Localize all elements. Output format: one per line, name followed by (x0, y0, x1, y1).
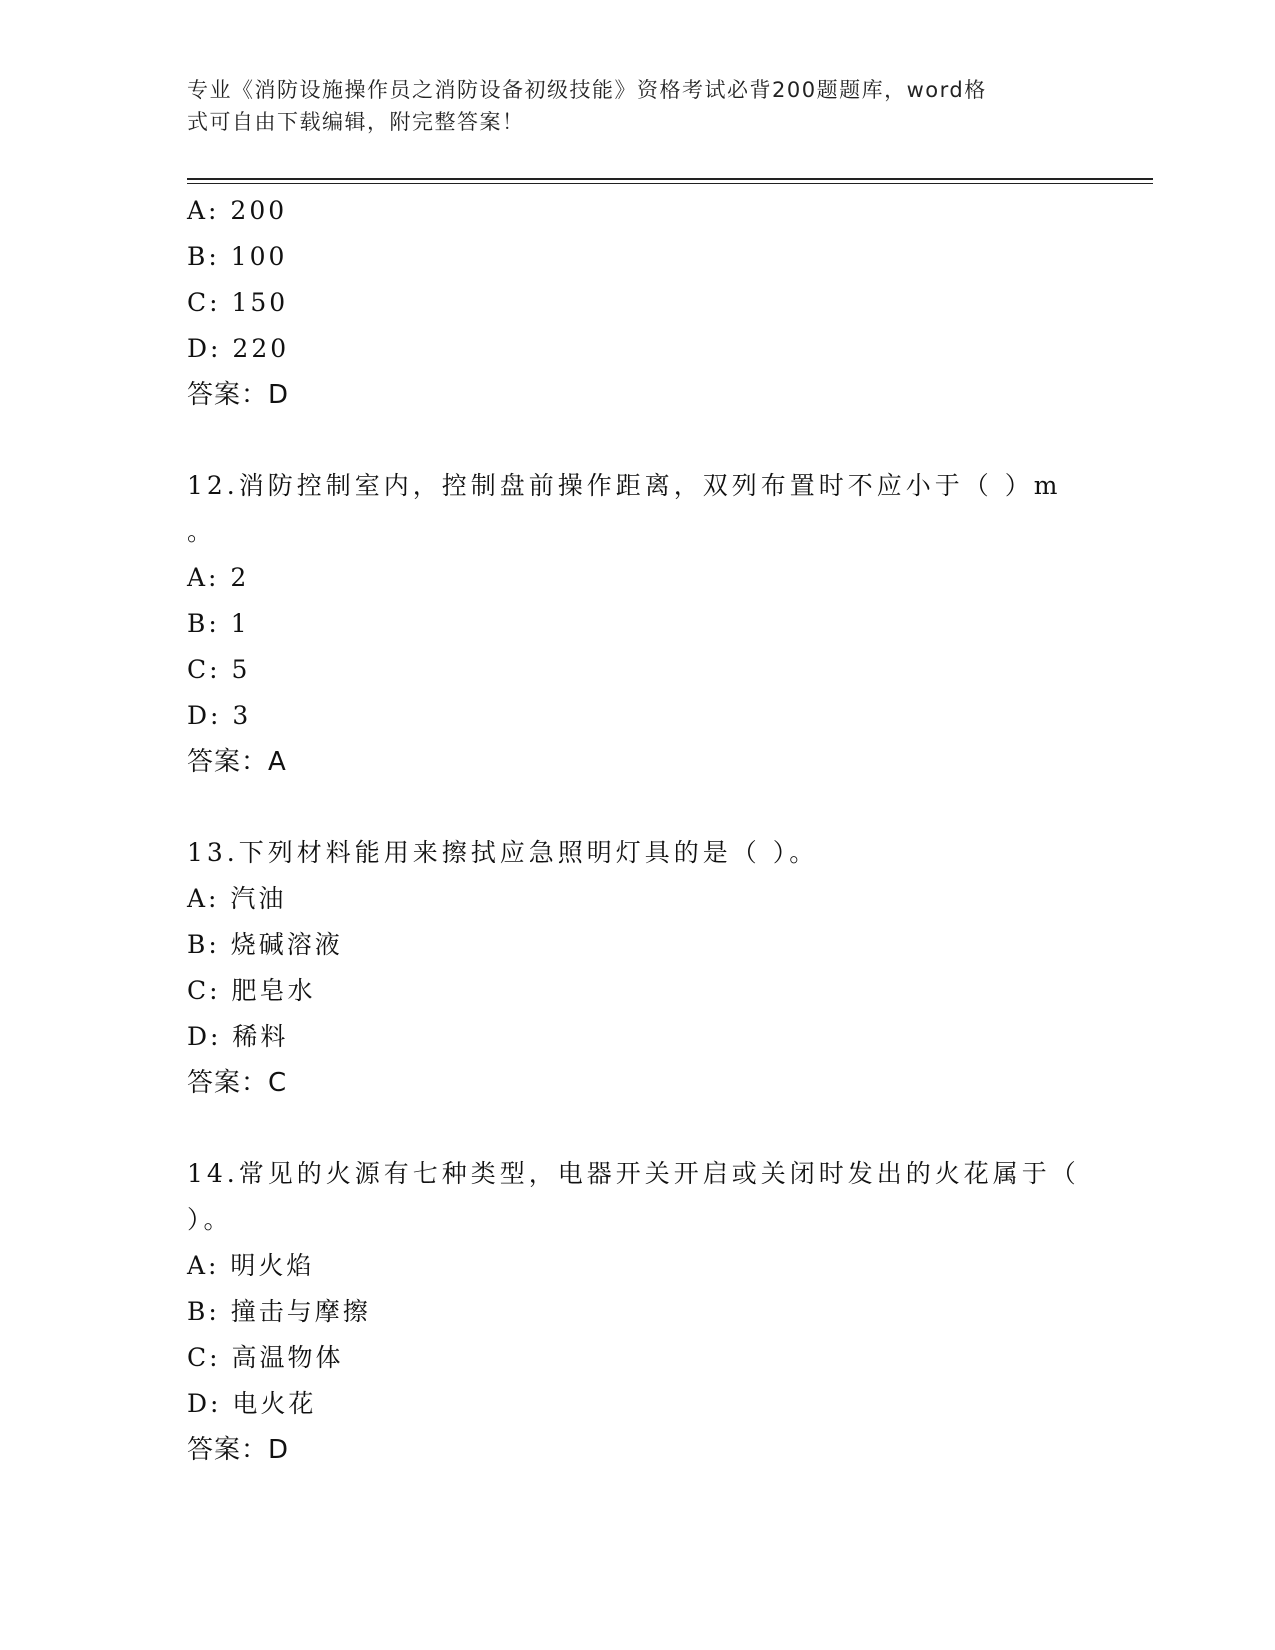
question-text-line-1: 14.常见的火源有七种类型，电器开关开启或关闭时发出的火花属于（ (187, 1159, 1080, 1188)
option-c: C: 150 (187, 288, 289, 317)
option-a: A: 200 (187, 196, 288, 225)
answer-line: 答案：C (187, 1068, 288, 1098)
option-a: A: 2 (187, 563, 250, 592)
question-text-line-2: 。 (187, 517, 217, 546)
block-spacer (187, 1106, 1067, 1151)
header-divider-thin (187, 183, 1153, 184)
question-list (187, 188, 1080, 1473)
question-text-line-2: ）。 (187, 1205, 233, 1234)
option-b: B: 撞击与摩擦 (187, 1297, 371, 1326)
question-block-13 (187, 830, 1067, 1106)
answer-line: 答案：A (187, 747, 287, 777)
option-b: B: 100 (187, 242, 288, 271)
answer-line: 答案：D (187, 1435, 290, 1465)
document-header (187, 74, 1067, 138)
question-block-12 (187, 463, 1067, 785)
header-line-1: 专业《消防设施操作员之消防设备初级技能》资格考试必背200题题库，word格 (187, 78, 987, 102)
option-d: D: 稀料 (187, 1022, 289, 1051)
option-d: D: 3 (187, 701, 252, 730)
block-spacer (187, 418, 1067, 463)
option-a: A: 明火焰 (187, 1251, 315, 1280)
option-c: C: 肥皂水 (187, 976, 316, 1005)
question-block-14 (187, 1151, 1080, 1473)
option-c: C: 高温物体 (187, 1343, 344, 1372)
answer-line: 答案：D (187, 380, 290, 410)
question-block-11 (187, 188, 1067, 418)
header-divider-thick (187, 178, 1153, 180)
question-text-line-1: 12.消防控制室内，控制盘前操作距离，双列布置时不应小于（ ）m (187, 471, 1062, 500)
option-d: D: 220 (187, 334, 290, 363)
option-a: A: 汽油 (187, 884, 287, 913)
block-spacer (187, 785, 1067, 830)
option-b: B: 1 (187, 609, 250, 638)
option-c: C: 5 (187, 655, 251, 684)
question-text-line-1: 13.下列材料能用来擦拭应急照明灯具的是（ ）。 (187, 838, 819, 867)
option-b: B: 烧碱溶液 (187, 930, 343, 959)
option-d: D: 电火花 (187, 1389, 317, 1418)
header-line-2: 式可自由下载编辑，附完整答案！ (187, 110, 525, 134)
